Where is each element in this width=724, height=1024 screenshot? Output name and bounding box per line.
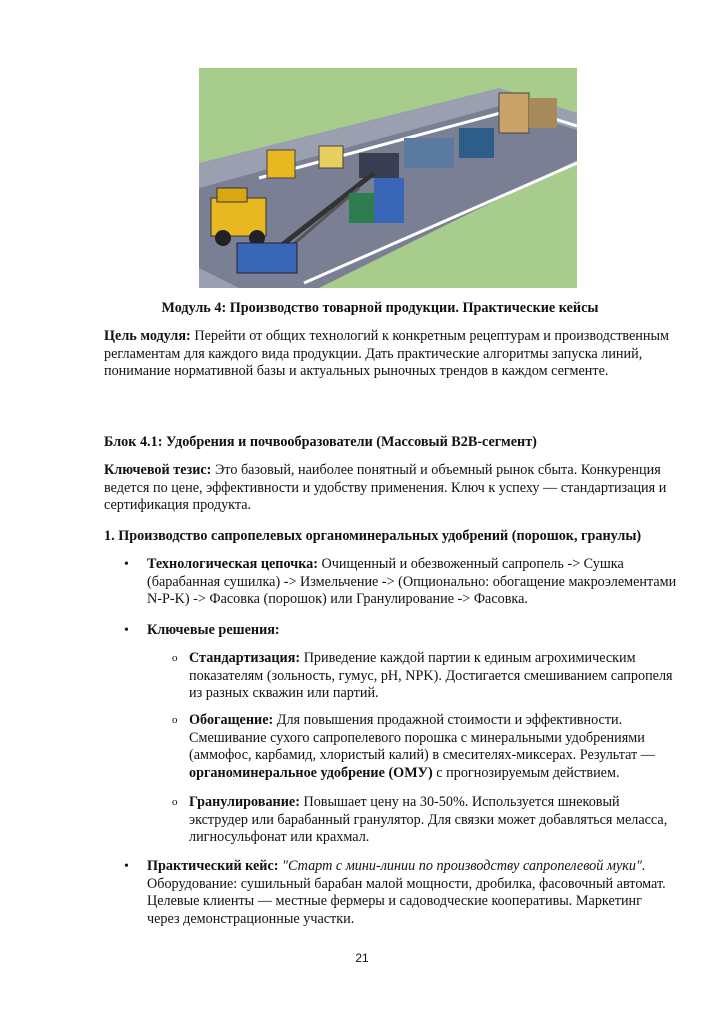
section-heading: 1. Производство сапропелевых органоминеральных удобрений (порошок, гранулы) (104, 528, 642, 544)
granulation-text: Повышает цену на 30-50%. Используется шнековый экструдер или барабанный гранулятор. Для связки может добавляться меласса, лигносульфонат или крахмал. (189, 794, 668, 846)
page-number: 21 (355, 951, 369, 965)
enrichment-label: Обогащение: (189, 712, 274, 728)
tech-chain-label: Технологическая цепочка: (147, 556, 318, 572)
production-line-illustration (199, 68, 577, 288)
module-goal-paragraph (104, 328, 674, 381)
tech-chain-item (147, 556, 677, 609)
bullet-icon: • (124, 557, 129, 572)
sub-bullet-icon: o (172, 796, 178, 808)
block-heading: Блок 4.1: Удобрения и почвообразователи (Массовый B2B-сегмент) (104, 434, 537, 450)
key-thesis-paragraph (104, 462, 674, 515)
granulation-item (189, 794, 679, 847)
practical-case-title: "Старт с мини-линии по производству сапропелевой муки". (278, 858, 646, 874)
enrichment-tail: с прогнозируемым действием. (432, 764, 620, 781)
bullet-icon: • (124, 859, 129, 874)
bullet-icon: • (124, 623, 129, 638)
enrichment-text: Для повышения продажной стоимости и эффективности. Смешивание сухого сапропелевого порошка с минеральными удобрениями (аммофос, карбамид, хлористый калий) в смесителях-миксерах. Результат — (189, 712, 655, 764)
key-decisions-label: Ключевые решения: (147, 622, 280, 638)
standardization-text: Приведение каждой партии к единым агрохимическим показателям (зольность, гумус, pH, NPK). Достигается смешиванием сапропеля из разных скважин или партий. (189, 650, 673, 702)
module-goal-label: Цель модуля: (104, 328, 191, 344)
production-line-image (199, 68, 577, 288)
figure-caption: Модуль 4: Производство товарной продукции. Практические кейсы (161, 300, 599, 316)
practical-case-text: Оборудование: сушильный барабан малой мощности, дробилка, фасовочный автомат. Целевые клиенты — местные фермеры и садоводческие кооперативы. Маркетинг через демонстрационные участки. (147, 875, 666, 927)
enrichment-result: органоминеральное удобрение (ОМУ) (189, 764, 433, 781)
practical-case-item (147, 858, 677, 928)
module-goal-text: Перейти от общих технологий к конкретным рецептурам и производственным регламентам для каждого вида продукции. Дать практические алгоритмы запуска линий, понимание нормативной базы и актуальных рыночных трендов в каждом сегменте. (104, 328, 669, 380)
enrichment-item (189, 712, 679, 782)
sub-bullet-icon: o (172, 714, 178, 726)
standardization-label: Стандартизация: (189, 650, 301, 666)
key-thesis-label: Ключевой тезис: (104, 462, 212, 478)
standardization-item (189, 650, 679, 703)
tech-chain-text: Очищенный и обезвоженный сапропель -> Сушка (барабанная сушилка) -> Измельчение -> (Опционально: обогащение макроэлементами N-P-K) -> Фасовка (порошок) или Гранулирование -> Фасовка. (147, 556, 677, 608)
granulation-label: Гранулирование: (189, 794, 300, 810)
sub-bullet-icon: o (172, 652, 178, 664)
key-thesis-text: Это базовый, наиболее понятный и объемный рынок сбыта. Конкуренция ведется по цене, эффективности и удобству применения. Ключ к успеху — стандартизация и сертификация продукта. (104, 462, 667, 514)
practical-case-label: Практический кейс: (147, 858, 279, 874)
